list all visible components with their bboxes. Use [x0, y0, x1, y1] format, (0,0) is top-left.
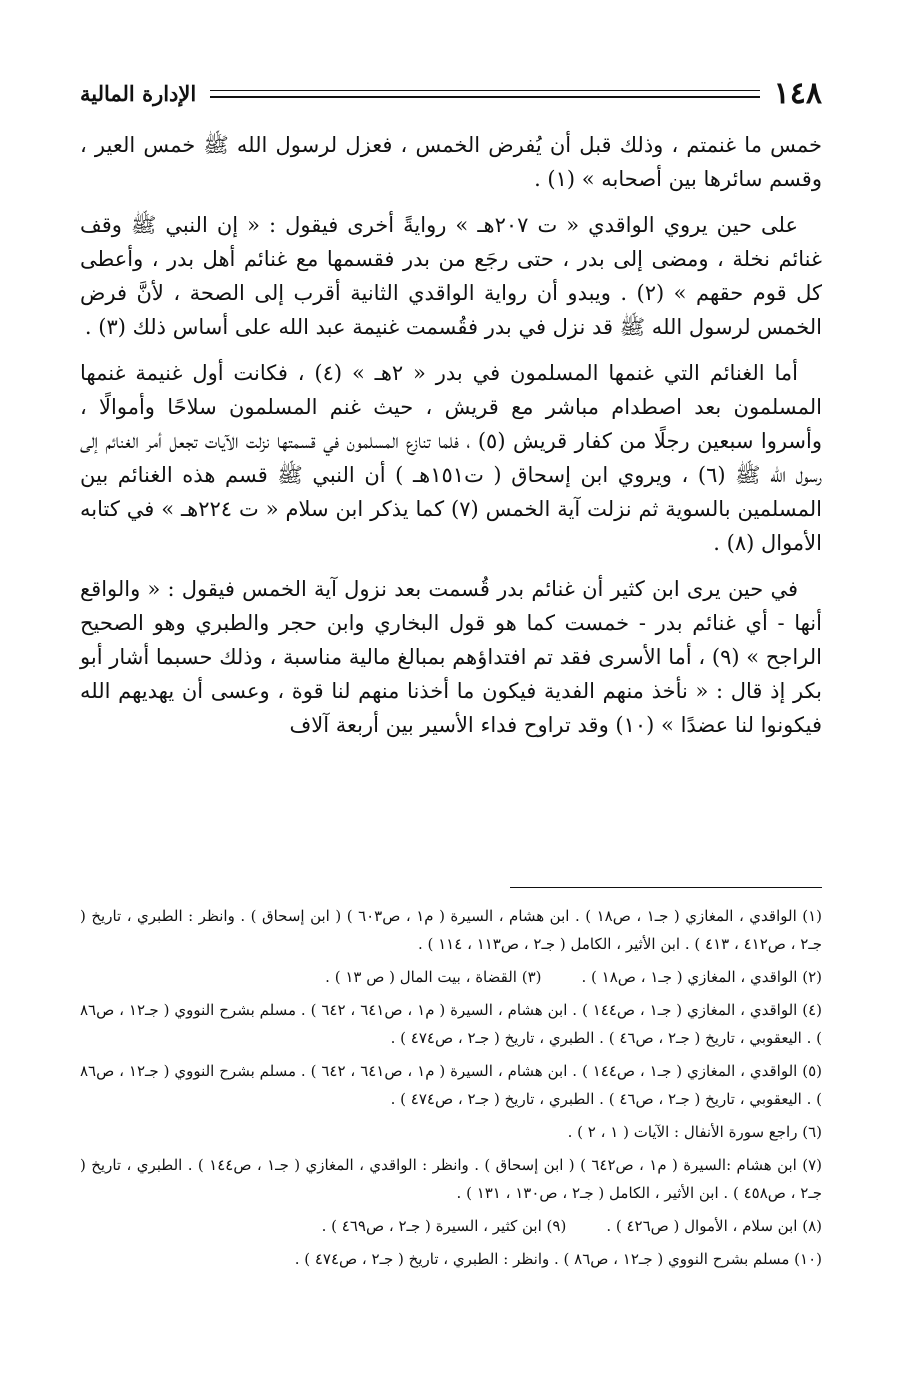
footnote-1: (١) الواقدي ، المغازي ( جـ١ ، ص١٨ ) . ابن هشام ، السيرة ( م١ ، ص٦٠٣ ) ( ابن إسحاق ) . وانظر : الطبري ، تاريخ ( جـ٢ ، ص٤١٢ ، ٤١٣ ) . ابن الأثير ، الكامل ( جـ٢ ، ص١١٣ ، ١١٤ ) . — [80, 907, 823, 953]
header-rule — [210, 90, 759, 98]
footnote-8: (٨) ابن سلام ، الأموال ( ص٤٢٦ ) . — [606, 1217, 822, 1235]
footnote-4: (٤) الواقدي ، المغازي ( جـ١ ، ص١٤٤ ) . ابن هشام ، السيرة ( م١ ، ص٦٤١ ، ٦٤٢ ) . مسلم بشرح النووي ( جـ١٢ ، ص٨٦ ) . اليعقوبي ، تاريخ ( جـ٢ ، ص٤٦ ) . الطبري ، تاريخ ( جـ٢ ، ص٤٧٤ ) . — [80, 1001, 822, 1047]
footnote-separator — [510, 887, 822, 888]
main-text — [80, 128, 822, 754]
paragraph-1: خمس ما غنمتم ، وذلك قبل أن يُفرض الخمس ، فعزل لرسول الله ﷺ خمس العير ، وقسم سائرها بين أصحابه » (١) . — [80, 133, 822, 191]
page-number: ١٤٨ — [773, 76, 822, 111]
running-title: الإدارة المالية — [80, 81, 197, 106]
footnote-10: (١٠) مسلم بشرح النووي ( جـ١٢ ، ص٨٦ ) . وانظر : الطبري ، تاريخ ( جـ٢ ، ص٤٧٤ ) . — [294, 1250, 822, 1268]
paragraph-3: أما الغنائم التي غنمها المسلمون في بدر « ٢هـ » (٤) ، فكانت أول غنيمة غنمها المسلمون بعد اصطدام مباشر مع قريش ، حيث غنم المسلمون سلاحًا وأموالًا ، وأسروا سبعين رجلًا من كفار قريش (٥) ، فلما تنازع المسلمون في قسمتها نزلت الآيات تجعل أمر الغنائم إلى رسول الله ﷺ (٦) ، ويروي ابن إسحاق ( ت١٥١هـ ) أن النبي ﷺ قسم هذه الغنائم بين المسلمين بالسوية ثم نزلت آية الخمس (٧) كما يذكر ابن سلام « ت ٢٢٤هـ » في كتابه الأموال (٨) . — [80, 361, 823, 555]
footnote-row-2-3 — [80, 963, 822, 996]
footnote-7: (٧) ابن هشام :السيرة ( م١ ، ص٦٤٢ ) ( ابن إسحاق ) . وانظر : الواقدي ، المغازي ( جـ١ ، ص١٤٤ ) . الطبري ، تاريخ ( جـ٢ ، ص٤٥٨ ) . ابن الأثير ، الكامل ( جـ٢ ، ص١٣٠ ، ١٣١ ) . — [80, 1156, 823, 1202]
footnote-2: (٢) الواقدي ، المغازي ( جـ١ ، ص١٨ ) . — [581, 968, 822, 986]
page-header — [80, 72, 822, 116]
paragraph-4: في حين يرى ابن كثير أن غنائم بدر قُسمت بعد نزول آية الخمس فيقول : « والواقع أنها - أي غنائم بدر - خمست كما هو قول البخاري وابن حجر والطبري وهو الصحيح الراجح » (٩) ، أما الأسرى فقد تم افتداؤهم بمبالغ مالية مناسبة ، وذلك حسبما أشار أبو بكر إذ قال : « نأخذ منهم الفدية فيكون ما أخذنا منهم لنا قوة ، وعسى أن يهديهم الله فيكونوا لنا عضدًا » (١٠) وقد تراوح فداء الأسير بين أربعة آلاف — [80, 577, 822, 737]
footnote-9: (٩) ابن كثير ، السيرة ( جـ٢ ، ص٤٦٩ ) . — [321, 1217, 567, 1235]
footnote-5: (٥) الواقدي ، المغازي ( جـ١ ، ص١٤٤ ) . ابن هشام ، السيرة ( م١ ، ص٦٤١ ، ٦٤٢ ) . مسلم بشرح النووي ( جـ١٢ ، ص٨٦ ) . اليعقوبي ، تاريخ ( جـ٢ ، ص٤٦ ) . الطبري ، تاريخ ( جـ٢ ، ص٤٧٤ ) . — [80, 1062, 822, 1108]
footnote-3: (٣) القضاة ، بيت المال ( ص ١٣ ) . — [325, 968, 542, 986]
footnote-row-8-9 — [80, 1212, 822, 1245]
footnote-6: (٦) راجع سورة الأنفال : الآيات ( ١ ، ٢ ) . — [567, 1123, 822, 1141]
paragraph-2: على حين يروي الواقدي « ت ٢٠٧هـ » روايةً أخرى فيقول : « إن النبي ﷺ وقف غنائم نخلة ، ومضى إلى بدر ، حتى رجَع من بدر فقسمها مع غنائم أهل بدر ، وأعطى كل قوم حقهم » (٢) . ويبدو أن رواية الواقدي الثانية أقرب إلى الصحة ، لأنَّ فرض الخمس لرسول الله ﷺ قد نزل في بدر فقُسمت غنيمة عبد الله على أساس ذلك (٣) . — [80, 213, 822, 339]
footnotes — [80, 902, 822, 1278]
